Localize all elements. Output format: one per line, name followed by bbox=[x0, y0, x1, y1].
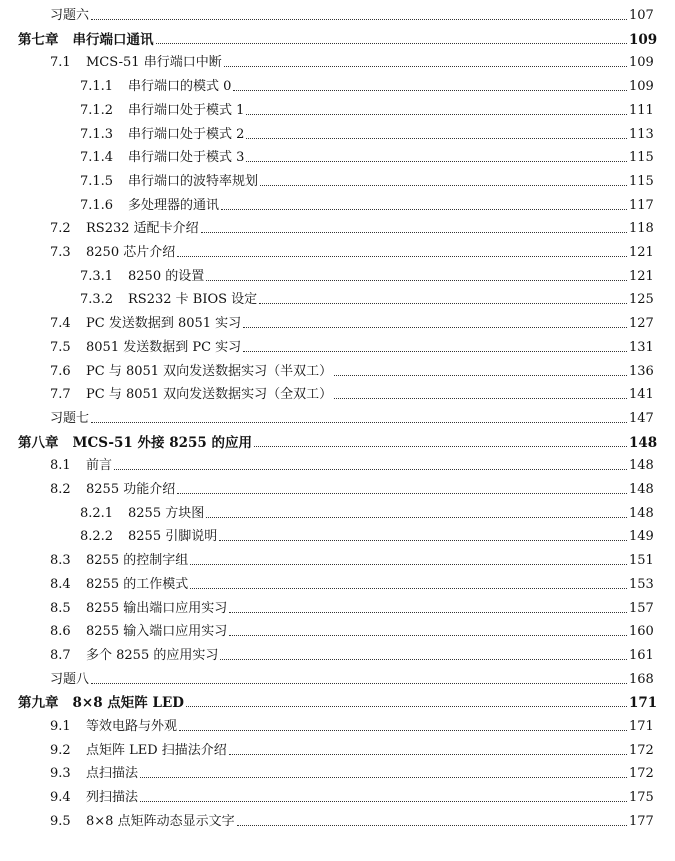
toc-number: 9.1 bbox=[50, 719, 71, 734]
dot-leader bbox=[206, 279, 627, 281]
toc-number: 第九章 bbox=[18, 695, 59, 712]
dot-leader bbox=[246, 137, 627, 139]
toc-number: 9.4 bbox=[50, 790, 71, 806]
toc-title: 列扫描法 bbox=[86, 790, 139, 806]
toc-title: MCS-51 串行端口中断 bbox=[86, 55, 222, 71]
toc-page-number: 127 bbox=[629, 316, 654, 332]
toc-section bbox=[0, 263, 675, 285]
toc-number: 7.3.1 bbox=[80, 268, 114, 284]
toc-number: 8.2 bbox=[50, 482, 71, 497]
toc-section bbox=[0, 97, 675, 119]
toc-title: MCS-51 外接 8255 的应用 bbox=[72, 434, 252, 451]
toc-page-number: 125 bbox=[629, 292, 654, 308]
toc-title: RS232 适配卡介绍 bbox=[86, 221, 199, 237]
toc-title: RS232 卡 BIOS 设定 bbox=[128, 292, 258, 308]
toc-chapter bbox=[0, 26, 675, 48]
dot-leader bbox=[190, 587, 627, 589]
toc-title: 8×8 点矩阵动态显示文字 bbox=[86, 813, 235, 829]
toc-chapter bbox=[0, 689, 675, 711]
dot-leader bbox=[179, 729, 627, 731]
dot-leader bbox=[91, 421, 627, 423]
toc-section bbox=[0, 500, 675, 522]
toc-title: 串行端口的波特率规划 bbox=[128, 173, 259, 189]
toc-page-number: 161 bbox=[629, 647, 654, 663]
toc-section bbox=[0, 452, 675, 474]
toc-number: 8.6 bbox=[50, 624, 71, 640]
toc-number: 7.5 bbox=[50, 339, 71, 355]
toc-number: 第七章 bbox=[18, 31, 59, 48]
dot-leader bbox=[220, 658, 627, 660]
toc-page-number: 136 bbox=[629, 363, 654, 379]
toc-title: 串行端口的模式 0 bbox=[128, 79, 232, 95]
toc-section bbox=[0, 310, 675, 332]
toc-title: 前言 bbox=[86, 458, 113, 474]
toc-section bbox=[0, 737, 675, 759]
dot-leader bbox=[91, 18, 627, 20]
toc-page-number: 172 bbox=[629, 742, 654, 758]
toc-section bbox=[0, 239, 675, 261]
dot-leader bbox=[177, 255, 627, 257]
toc-section bbox=[0, 760, 675, 782]
toc-section bbox=[0, 642, 675, 664]
toc-number: 7.1.3 bbox=[80, 126, 114, 142]
toc-page-number: 157 bbox=[629, 600, 654, 616]
toc-title: 串行端口通讯 bbox=[72, 31, 154, 48]
toc-title: 多处理器的通讯 bbox=[128, 197, 220, 213]
dot-leader bbox=[140, 800, 627, 802]
toc-number: 7.2 bbox=[50, 221, 71, 237]
toc-number: 第八章 bbox=[18, 434, 59, 451]
toc-exercise bbox=[0, 666, 675, 688]
toc-number: 8.2.1 bbox=[80, 505, 114, 521]
toc-page-number: 121 bbox=[629, 268, 654, 284]
toc-title: 等效电路与外观 bbox=[86, 719, 178, 734]
toc-title: PC 与 8051 双向发送数据实习（半双工） bbox=[86, 363, 333, 379]
dot-leader bbox=[233, 89, 627, 91]
toc-title: 8255 功能介绍 bbox=[86, 482, 176, 497]
toc-page-number: 147 bbox=[629, 410, 654, 426]
dot-leader bbox=[114, 468, 627, 470]
toc-section bbox=[0, 215, 675, 237]
toc-page-number: 148 bbox=[629, 505, 654, 521]
dot-leader bbox=[177, 492, 627, 494]
toc-title: 8255 输出端口应用实习 bbox=[86, 600, 228, 616]
toc-number: 7.1.2 bbox=[80, 102, 114, 118]
toc-page-number: 109 bbox=[629, 79, 654, 95]
toc-title: 串行端口处于模式 1 bbox=[128, 102, 245, 118]
toc-page-number: 151 bbox=[629, 553, 654, 569]
dot-leader bbox=[229, 611, 627, 613]
toc-title: 8255 的工作模式 bbox=[86, 576, 189, 592]
toc-number: 7.1.5 bbox=[80, 173, 114, 189]
toc-section bbox=[0, 192, 675, 214]
toc-number: 7.3 bbox=[50, 245, 71, 260]
toc-number: 8.3 bbox=[50, 553, 71, 569]
toc-page-number: 117 bbox=[629, 197, 654, 213]
toc-title: 多个 8255 的应用实习 bbox=[86, 647, 219, 663]
toc-page-number: 121 bbox=[629, 245, 654, 260]
toc-title: 8255 方块图 bbox=[128, 505, 205, 521]
dot-leader bbox=[260, 184, 627, 186]
toc-number: 7.1.4 bbox=[80, 150, 114, 166]
toc-page-number: 148 bbox=[629, 434, 658, 451]
toc-page-number: 131 bbox=[629, 339, 654, 355]
dot-leader bbox=[91, 682, 627, 684]
dot-leader bbox=[229, 634, 627, 636]
toc-chapter bbox=[0, 429, 675, 451]
dot-leader bbox=[237, 824, 627, 826]
toc-page-number: 113 bbox=[629, 126, 654, 142]
dot-leader bbox=[186, 705, 627, 707]
dot-leader bbox=[259, 302, 627, 304]
toc-title: 串行端口处于模式 2 bbox=[128, 126, 245, 142]
toc-title: 8255 引脚说明 bbox=[128, 529, 218, 545]
toc-section bbox=[0, 713, 675, 735]
toc-title: 8×8 点矩阵 LED bbox=[72, 695, 184, 712]
toc-section bbox=[0, 523, 675, 545]
toc-exercise bbox=[0, 2, 675, 24]
toc-section bbox=[0, 358, 675, 380]
toc-title: 习题六 bbox=[50, 8, 90, 23]
dot-leader bbox=[243, 350, 627, 352]
toc-section bbox=[0, 618, 675, 640]
toc-title: PC 与 8051 双向发送数据实习（全双工） bbox=[86, 387, 333, 403]
dot-leader bbox=[254, 445, 627, 447]
toc-page-number: 107 bbox=[629, 8, 654, 23]
toc-page-number: 148 bbox=[629, 482, 654, 497]
toc-title: 8250 的设置 bbox=[128, 268, 205, 284]
toc-number: 7.1.1 bbox=[80, 79, 114, 95]
toc-number: 9.2 bbox=[50, 742, 71, 758]
toc-page-number: 172 bbox=[629, 766, 654, 782]
toc-page-number: 171 bbox=[629, 695, 658, 712]
toc-exercise bbox=[0, 405, 675, 427]
toc-section bbox=[0, 334, 675, 356]
toc-section bbox=[0, 144, 675, 166]
toc-number: 7.6 bbox=[50, 363, 71, 379]
dot-leader bbox=[246, 160, 627, 162]
toc-title: 8255 的控制字组 bbox=[86, 553, 189, 569]
toc-page-number: 111 bbox=[629, 102, 654, 118]
dot-leader bbox=[190, 563, 627, 565]
toc-number: 8.4 bbox=[50, 576, 71, 592]
toc-section bbox=[0, 168, 675, 190]
toc-page-number: 160 bbox=[629, 624, 654, 640]
dot-leader bbox=[221, 208, 627, 210]
dot-leader bbox=[156, 42, 628, 44]
toc-section bbox=[0, 381, 675, 403]
toc-section bbox=[0, 49, 675, 71]
toc-section bbox=[0, 784, 675, 806]
toc-page-number: 177 bbox=[629, 813, 654, 829]
dot-leader bbox=[229, 753, 627, 755]
dot-leader bbox=[334, 397, 627, 399]
toc-section bbox=[0, 121, 675, 143]
toc-title: 串行端口处于模式 3 bbox=[128, 150, 245, 166]
toc-page-number: 175 bbox=[629, 790, 654, 806]
toc-page-number: 109 bbox=[629, 55, 654, 71]
toc-section bbox=[0, 286, 675, 308]
toc-section bbox=[0, 571, 675, 593]
dot-leader bbox=[224, 65, 627, 67]
toc-title: 习题八 bbox=[50, 671, 90, 687]
toc-page-number: 109 bbox=[629, 31, 658, 48]
dot-leader bbox=[140, 776, 627, 778]
dot-leader bbox=[201, 231, 627, 233]
toc-page-number: 171 bbox=[629, 719, 654, 734]
toc-number: 9.3 bbox=[50, 766, 71, 782]
toc-page-number: 141 bbox=[629, 387, 654, 403]
dot-leader bbox=[334, 374, 627, 376]
dot-leader bbox=[206, 516, 627, 518]
toc-number: 7.1.6 bbox=[80, 197, 114, 213]
toc-page-number: 153 bbox=[629, 576, 654, 592]
toc-page-number: 149 bbox=[629, 529, 654, 545]
toc-number: 8.1 bbox=[50, 458, 71, 474]
toc-page-number: 118 bbox=[629, 221, 654, 237]
toc-number: 7.4 bbox=[50, 316, 71, 332]
toc-number: 8.7 bbox=[50, 647, 71, 663]
toc-title: 8255 输入端口应用实习 bbox=[86, 624, 228, 640]
toc-title: 点扫描法 bbox=[86, 766, 139, 782]
toc-page-number: 148 bbox=[629, 458, 654, 474]
toc-page-number: 115 bbox=[629, 150, 654, 166]
toc-number: 7.1 bbox=[50, 55, 71, 71]
toc-page-number: 168 bbox=[629, 671, 654, 687]
toc-section bbox=[0, 595, 675, 617]
toc-section bbox=[0, 547, 675, 569]
dot-leader bbox=[219, 539, 627, 541]
dot-leader bbox=[243, 326, 627, 328]
dot-leader bbox=[246, 113, 627, 115]
toc-number: 8.2.2 bbox=[80, 529, 114, 545]
toc-title: PC 发送数据到 8051 实习 bbox=[86, 316, 242, 332]
toc-section bbox=[0, 808, 675, 830]
toc-title: 8051 发送数据到 PC 实习 bbox=[86, 339, 242, 355]
toc-title: 点矩阵 LED 扫描法介绍 bbox=[86, 742, 227, 758]
toc-page-number: 115 bbox=[629, 173, 654, 189]
toc-section bbox=[0, 73, 675, 95]
toc-number: 9.5 bbox=[50, 813, 71, 829]
toc-section bbox=[0, 476, 675, 498]
toc-title: 8250 芯片介绍 bbox=[86, 245, 176, 260]
toc-number: 7.3.2 bbox=[80, 292, 114, 308]
toc-title: 习题七 bbox=[50, 410, 90, 426]
toc-number: 7.7 bbox=[50, 387, 71, 403]
toc-number: 8.5 bbox=[50, 600, 71, 616]
